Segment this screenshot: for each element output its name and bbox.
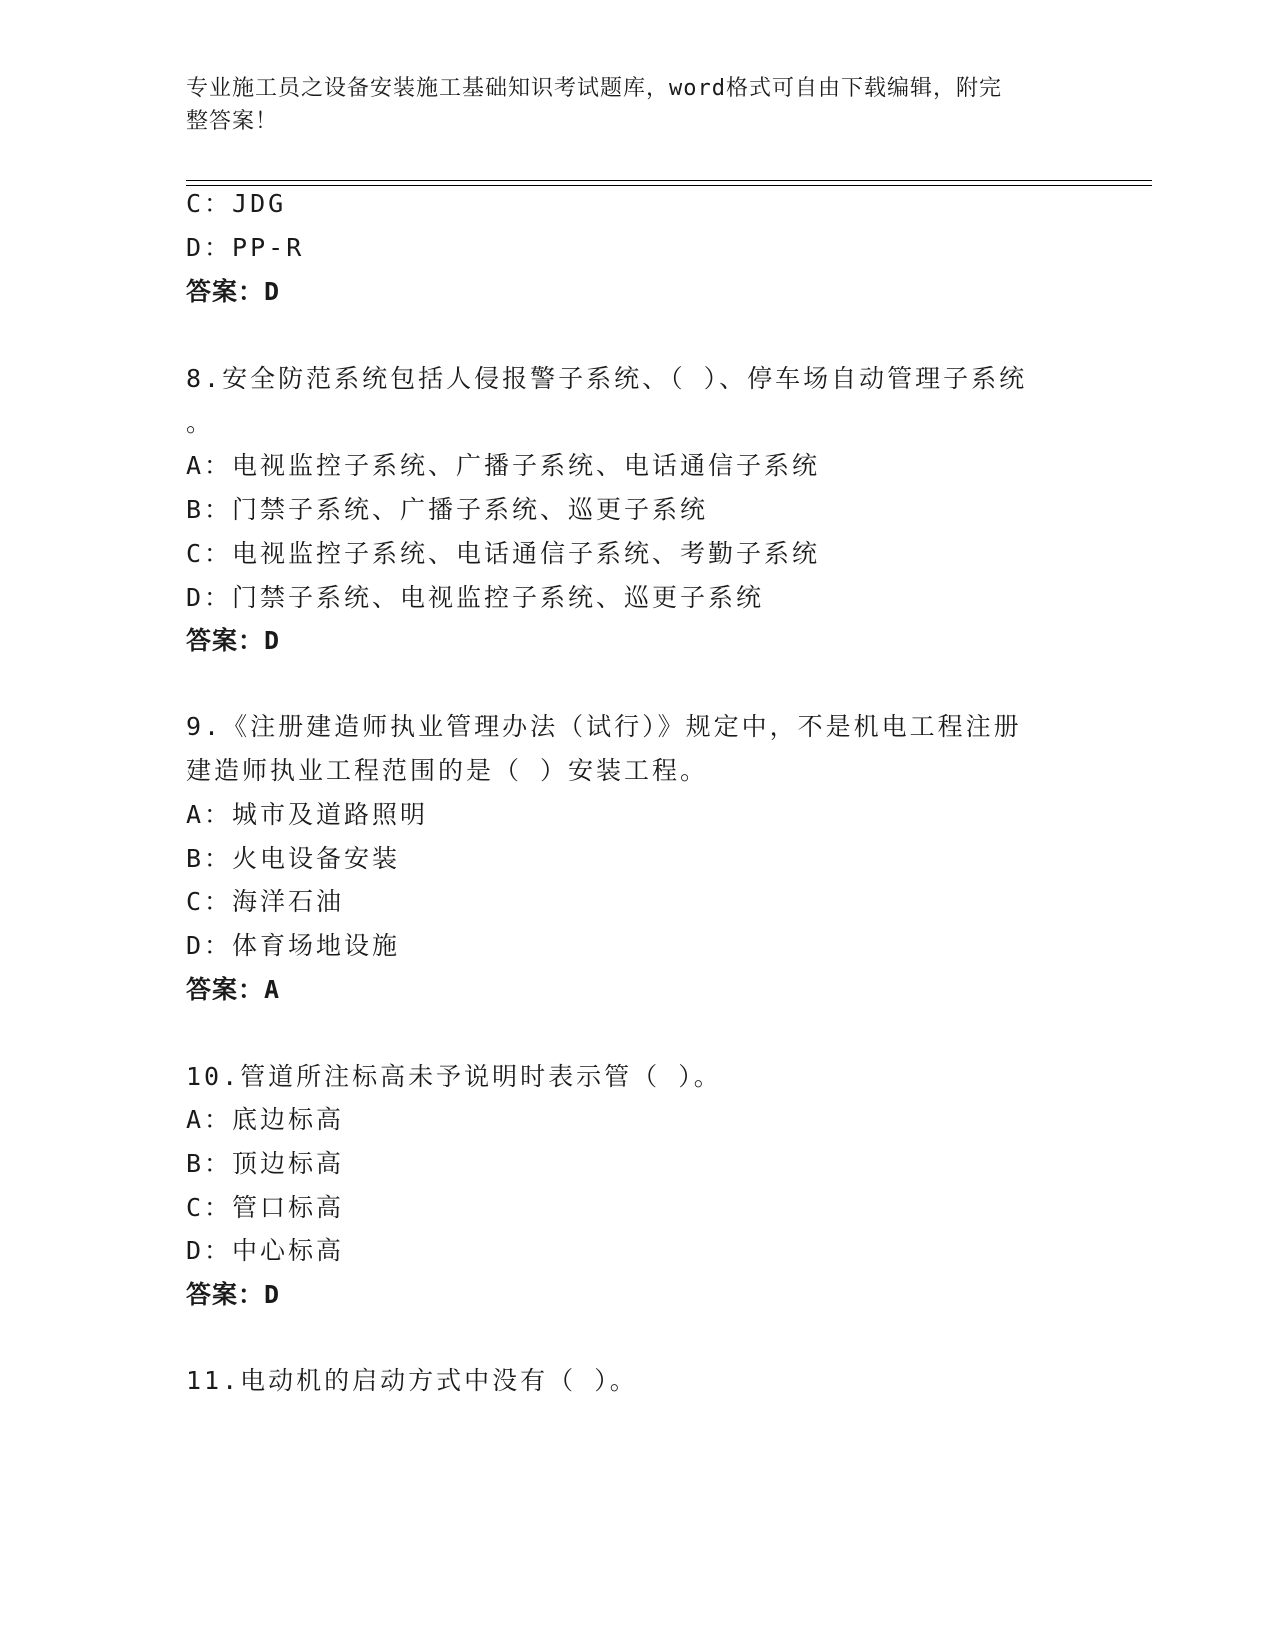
q9-option-c: C：海洋石油 <box>186 887 345 916</box>
q9-option-d: D：体育场地设施 <box>186 931 401 960</box>
q9-stem-line-1: 9.《注册建造师执业管理办法（试行）》规定中，不是机电工程注册 <box>186 712 1022 741</box>
q7-answer: 答案：D <box>186 277 281 306</box>
q10-stem-line-1: 10.管道所注标高未予说明时表示管（ ）。 <box>186 1062 722 1091</box>
q9-answer: 答案：A <box>186 975 281 1004</box>
q7-option-d: D：PP-R <box>186 233 305 262</box>
q10-option-c: C：管口标高 <box>186 1193 345 1222</box>
q11-stem-line-1: 11.电动机的启动方式中没有（ ）。 <box>186 1366 638 1395</box>
q8-option-c: C：电视监控子系统、电话通信子系统、考勤子系统 <box>186 539 821 568</box>
q8-option-a: A：电视监控子系统、广播子系统、电话通信子系统 <box>186 451 821 480</box>
q10-option-b: B：顶边标高 <box>186 1149 345 1178</box>
q8-stem-line-2: 。 <box>186 408 215 437</box>
q8-option-d: D：门禁子系统、电视监控子系统、巡更子系统 <box>186 583 765 612</box>
q9-option-a: A：城市及道路照明 <box>186 800 429 829</box>
q7-option-c: C：JDG <box>186 189 287 218</box>
q10-option-a: A：底边标高 <box>186 1105 345 1134</box>
q10-answer: 答案：D <box>186 1280 281 1309</box>
page-header <box>186 72 1066 138</box>
header-divider-top <box>186 180 1152 181</box>
header-title-line-2: 整答案！ <box>186 109 279 134</box>
q9-stem-line-2: 建造师执业工程范围的是（ ）安装工程。 <box>186 756 709 785</box>
q10-option-d: D：中心标高 <box>186 1236 345 1265</box>
q8-answer: 答案：D <box>186 626 281 655</box>
q9-option-b: B：火电设备安装 <box>186 844 401 873</box>
header-divider-bottom <box>186 185 1152 186</box>
q8-stem-line-1: 8.安全防范系统包括人侵报警子系统、（ ）、停车场自动管理子系统 <box>186 364 1028 393</box>
header-title-line-1: 专业施工员之设备安装施工基础知识考试题库，word格式可自由下载编辑，附完 <box>186 76 1002 101</box>
q8-option-b: B：门禁子系统、广播子系统、巡更子系统 <box>186 495 709 524</box>
